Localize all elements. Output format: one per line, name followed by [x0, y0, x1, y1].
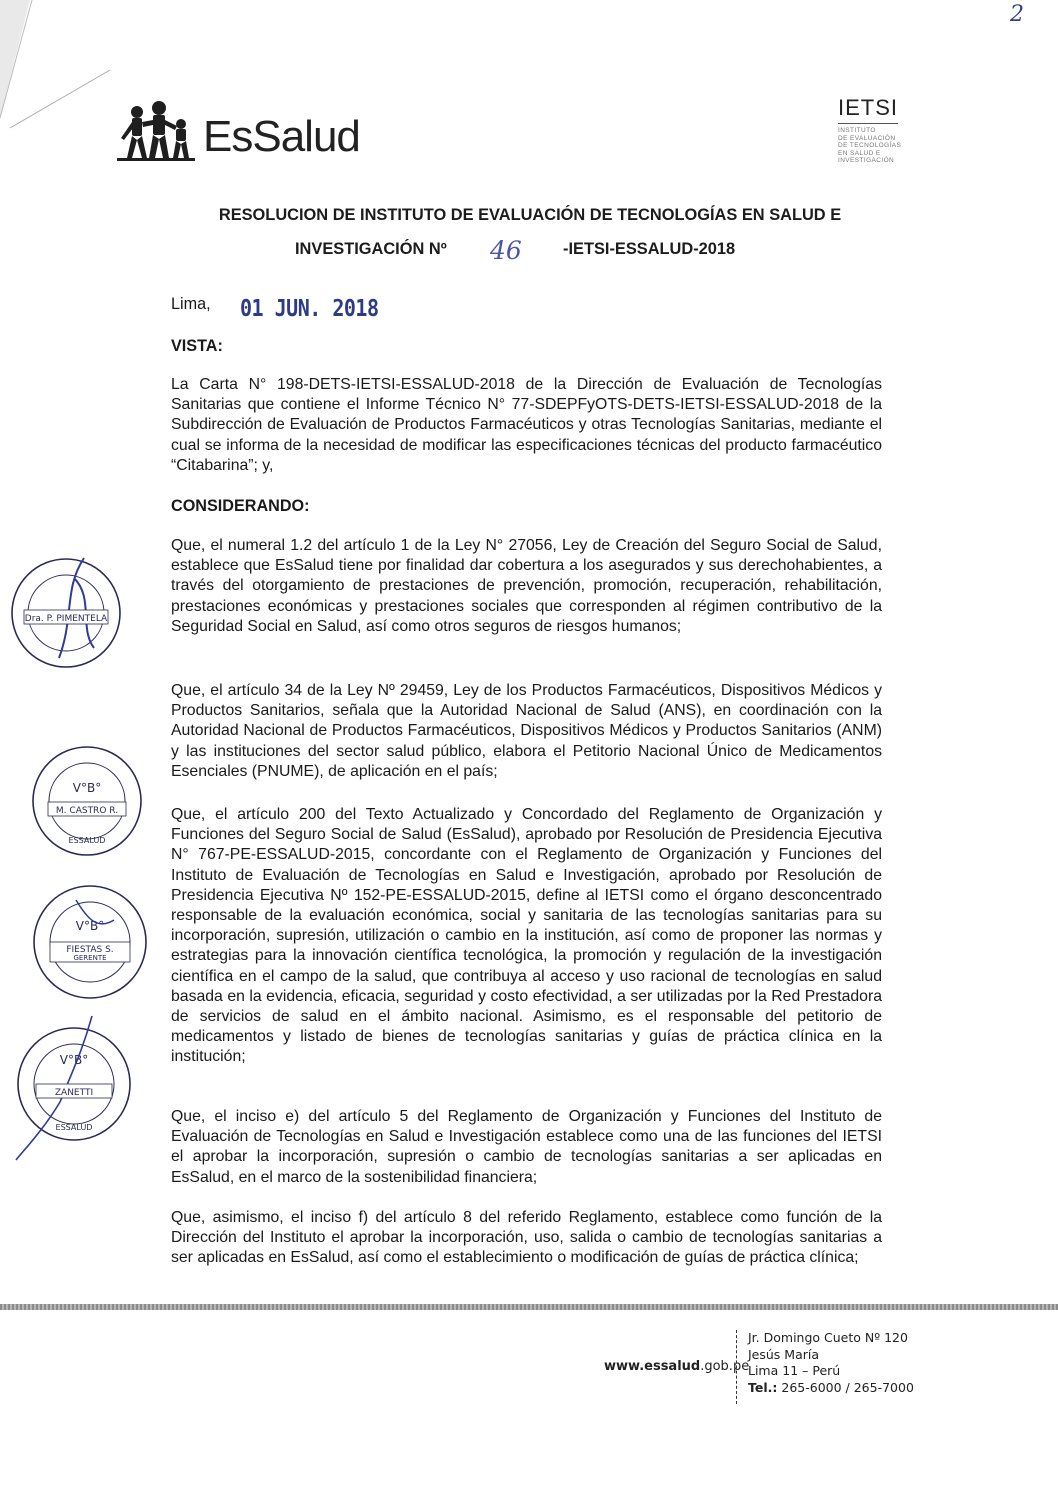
stamp-2-mark: V°B°	[72, 781, 102, 795]
place-label: Lima,	[171, 295, 211, 313]
handwritten-page-number: 2	[1010, 2, 1024, 27]
considerando-paragraph-3: Que, el artículo 200 del Texto Actualizado y Concordado del Reglamento de Organización y Funciones del Seguro Social de Salud (EsSalud), aprobado por Resolución de Presidencia Ejecutiva N° 767-PE-ESSALUD-2015, concordante con el Reglamento de Organización y Funciones del Instituto de Evaluación de Tecnologías en Salud e Investigación, aprobado por Resolución de Presidencia Ejecutiva Nº 152-PE-ESSALUD-2015, define al IETSI como el órgano desconcentrado responsable de la evaluación económica, social y sanitaria de las tecnologías sanitarias para su incorporación, supresión, utilización o cambio en la institución, así como de proponer las normas y estrategias para la innovación científica tecnológica, la promoción y regulación de la investigación científica en el campo de la salud, que contribuya al acceso y uso racional de tecnologías en salud basada en la evidencia, eficacia, seguridad y costo efectividad, a ser utilizadas por la Red Prestadora de servicios de salud en el ámbito nacional. Asimismo, es el responsable del petitorio de medicamentos y listado de bienes de tecnologías sanitarias y guías de práctica clínica en la institución;	[171, 806, 882, 1066]
considerando-heading: CONSIDERANDO:	[171, 497, 310, 515]
footer-address	[748, 1330, 914, 1396]
resolution-title-suffix: -IETSI-ESSALUD-2018	[563, 240, 736, 258]
considerando-paragraph-5: Que, asimismo, el inciso f) del artículo 8 del referido Reglamento, establece como función de la Dirección del Instituto el aprobar la incorporación, uso, salida o cambio de tecnologías sanitarias a ser aplicadas en EsSalud, así como el establecimiento o modificación de guías de práctica clínica;	[171, 1209, 882, 1267]
ietsi-logo	[838, 95, 918, 165]
considerando-paragraph-1: Que, el numeral 1.2 del artículo 1 de la Ley N° 27056, Ley de Creación del Seguro Social de Salud, establece que EsSalud tiene por finalidad dar cobertura a los asegurados y sus derechohabientes, a través del otorgamiento de prestaciones de prevención, promoción, recuperación, rehabilitación, prestaciones económicas y prestaciones sociales que corresponden al régimen contributivo de la Seguridad Social en Salud, así como otros seguros de riesgos humanos;	[171, 537, 882, 635]
resolution-title-line1: RESOLUCION DE INSTITUTO DE EVALUACIÓN DE TECNOLOGÍAS EN SALUD E	[218, 206, 842, 224]
stamped-date: 01 JUN. 2018	[240, 294, 379, 322]
stamp-4-mark: V°B°	[59, 1053, 89, 1067]
footer-telephone: Tel.: 265-6000 / 265-7000	[748, 1379, 914, 1395]
address-line-3: Lima 11 – Perú	[748, 1363, 841, 1378]
vista-paragraph: La Carta N° 198-DETS-IETSI-ESSALUD-2018 de la Dirección de Evaluación de Tecnologías Sanitarias que contiene el Informe Técnico N° 77-SDEPFyOTS-DETS-IETSI-ESSALUD-2018 de la Subdirección de Evaluación de Productos Farmacéuticos y otras Tecnologías Sanitarias, mediante el cual se informa de la necesidad de modificar las especificaciones técnicas del producto farmacéutico “Citabarina”; y,	[171, 376, 882, 474]
approval-stamp-3-icon	[28, 880, 152, 1004]
approval-stamp-1-icon	[4, 548, 134, 678]
footer-separator	[736, 1330, 737, 1404]
ietsi-logo-text: IETSI	[838, 95, 898, 124]
address-line-2: Jesús María	[748, 1346, 820, 1362]
essalud-family-logo-icon	[115, 98, 205, 168]
approval-stamp-4-icon	[12, 1012, 142, 1162]
stamp-3-mark: V°B°	[75, 919, 105, 933]
stamp-3-name: FIESTAS S.	[66, 945, 114, 955]
stamp-2-ring-bottom: ESSALUD	[68, 836, 106, 845]
address-line-1: Jr. Domingo Cueto Nº 120	[748, 1330, 908, 1345]
considerando-paragraph-4: Que, el inciso e) del artículo 5 del Reglamento de Organización y Funciones del Instituto de Evaluación de Tecnologías en Salud e Investigación establece como una de las funciones del IETSI el aprobar la incorporación, supresión o cambio de tecnologías sanitarias a ser aplicadas en EsSalud, en el marco de la sostenibilidad financiera;	[171, 1108, 882, 1186]
stamp-4-ring-bottom: ESSALUD	[55, 1123, 93, 1132]
essalud-logo-text: EsSalud	[203, 112, 360, 161]
footer-website-link[interactable]: www.essalud.gob.pe	[604, 1359, 750, 1374]
approval-stamp-2-icon	[28, 742, 146, 860]
resolution-title-prefix: INVESTIGACIÓN Nº	[295, 240, 447, 258]
stamp-2-name: M. CASTRO R.	[55, 806, 119, 816]
considerando-paragraph-2: Que, el artículo 34 de la Ley Nº 29459, Ley de los Productos Farmacéuticos, Dispositivos Médicos y Productos Sanitarios, señala que la Autoridad Nacional de Salud (ANS), en coordinación con la Autoridad Nacional de Productos Farmacéuticos, Dispositivos Médicos y Productos Sanitarios (ANM) y las instituciones del sector salud público, elabora el Petitorio Nacional Único de Medicamentos Esenciales (PNUME), de aplicación en el país;	[171, 682, 882, 780]
stamp-4-name: ZANETTI	[54, 1088, 94, 1098]
vista-heading: VISTA:	[171, 337, 223, 355]
page-corner-fold	[0, 0, 120, 130]
stamp-3-sub: GERENTE	[73, 954, 107, 962]
ietsi-logo-subtitle: INSTITUTO DE EVALUACIÓN DE TECNOLOGÍAS EN SALUD E INVESTIGACIÓN	[838, 127, 902, 164]
stamp-1-name: Dra. P. PIMENTELA	[24, 614, 108, 624]
handwritten-resolution-number: 46	[490, 236, 522, 265]
footer-divider	[0, 1304, 1058, 1310]
